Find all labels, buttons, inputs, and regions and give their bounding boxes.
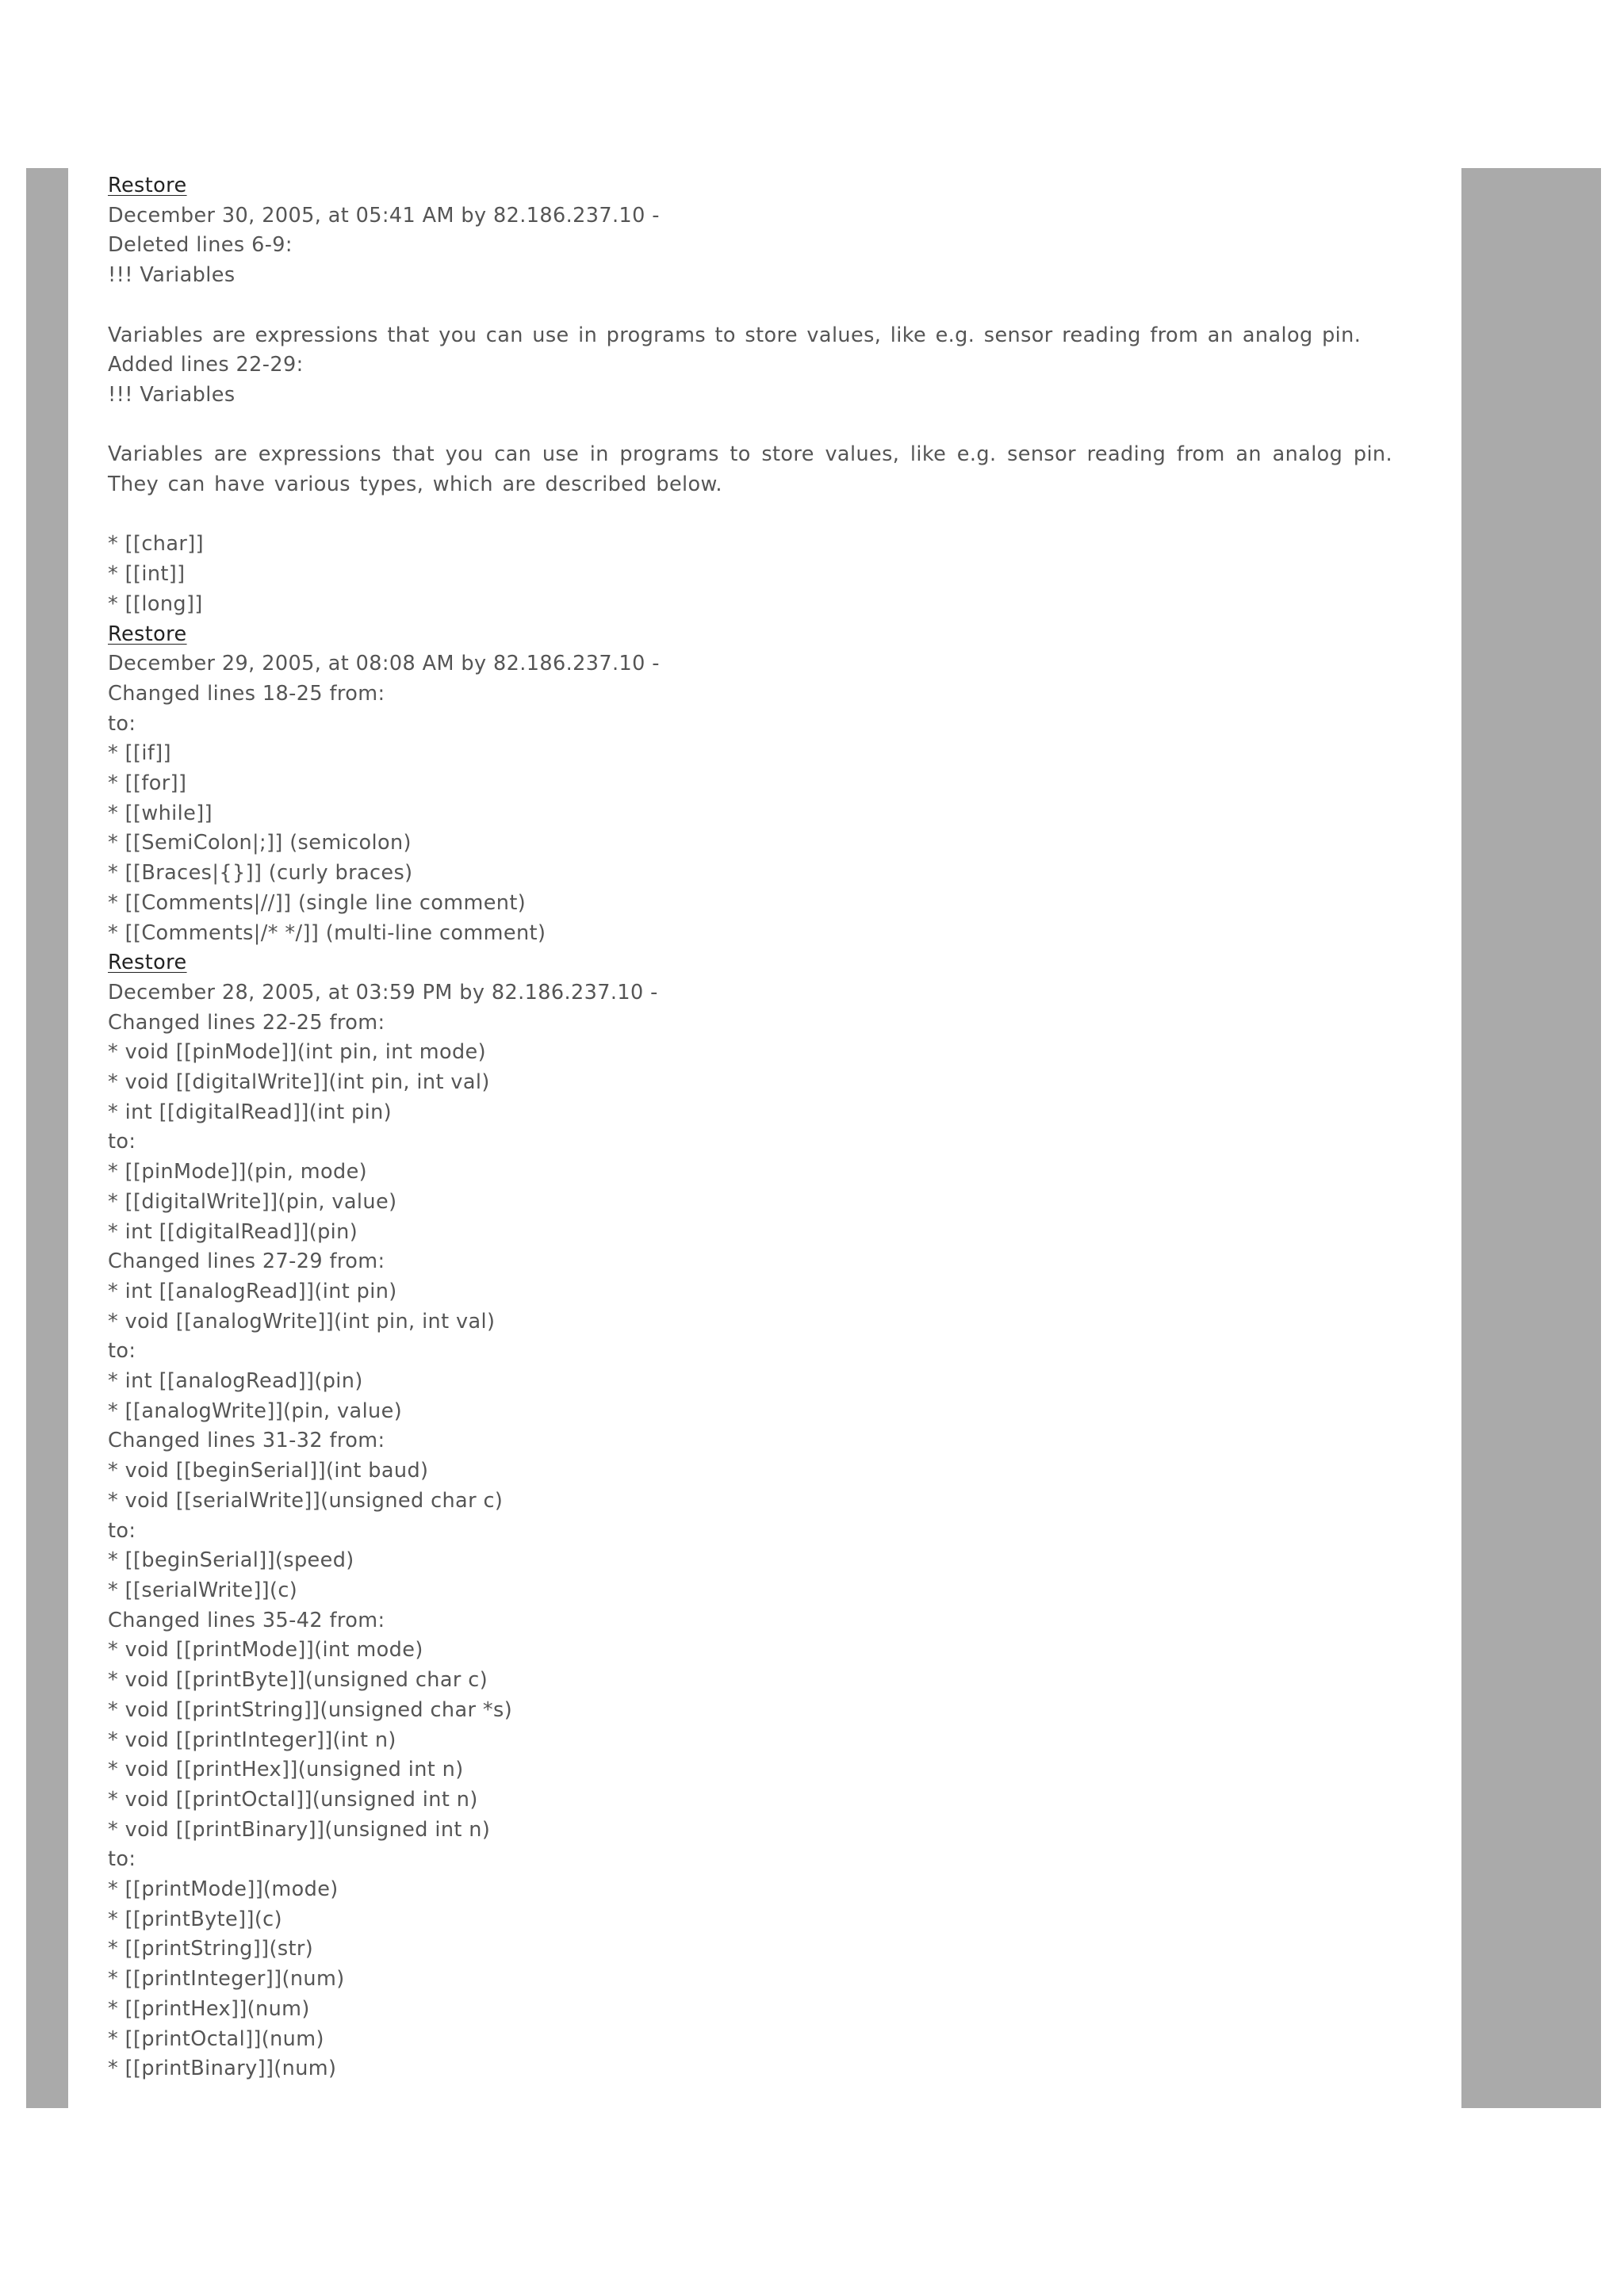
diff-line: * [[while]] (108, 801, 213, 825)
diff-line: !!! Variables (108, 263, 236, 288)
diff-heading: to: (108, 1339, 136, 1364)
diff-line: * void [[beginSerial]](int baud) (108, 1459, 429, 1483)
diff-line: * [[if]] (108, 741, 171, 766)
diff-line: * [[char]] (108, 532, 204, 557)
diff-heading: Changed lines 18-25 from: (108, 681, 385, 706)
diff-line: * [[for]] (108, 771, 187, 796)
diff-line: * [[int]] (108, 562, 186, 587)
diff-line: * void [[printMode]](int mode) (108, 1638, 423, 1663)
restore-link[interactable]: Restore (108, 951, 187, 975)
diff-heading: to: (108, 1847, 136, 1872)
diff-line: * [[printString]](str) (108, 1937, 314, 1961)
diff-blank-line (108, 291, 1392, 321)
diff-line: Variables are expressions that you can use in programs to store values, like e.g. sensor reading from an analog pin. (108, 323, 1362, 347)
diff-line: * [[long]] (108, 591, 203, 616)
diff-line: * [[printMode]](mode) (108, 1877, 339, 1902)
diff-line: * void [[printBinary]](unsigned int n) (108, 1817, 491, 1842)
diff-heading: to: (108, 1130, 136, 1154)
revision-meta: December 28, 2005, at 03:59 PM by 82.186.237.10 - (108, 980, 658, 1004)
diff-line: * int [[digitalRead]](pin) (108, 1219, 358, 1244)
page-history-content (108, 171, 1392, 2084)
diff-line: * [[digitalWrite]](pin, value) (108, 1189, 397, 1214)
diff-heading: Changed lines 27-29 from: (108, 1249, 385, 1274)
diff-line: * int [[digitalRead]](int pin) (108, 1100, 393, 1124)
diff-line: * void [[serialWrite]](unsigned char c) (108, 1488, 504, 1513)
diff-line: * [[printByte]](c) (108, 1907, 282, 1931)
diff-heading: Deleted lines 6-9: (108, 233, 293, 258)
diff-heading: to: (108, 1518, 136, 1543)
diff-blank-line (108, 411, 1392, 441)
diff-line: * void [[printString]](unsigned char *s) (108, 1697, 513, 1722)
diff-line: * int [[analogRead]](pin) (108, 1369, 363, 1394)
revision-meta: December 30, 2005, at 05:41 AM by 82.186.237.10 - (108, 203, 660, 228)
diff-heading: Changed lines 31-32 from: (108, 1429, 385, 1453)
diff-line: * void [[analogWrite]](int pin, int val) (108, 1309, 496, 1334)
diff-blank-line (108, 500, 1392, 530)
diff-line: * [[printOctal]](num) (108, 2026, 324, 2051)
diff-line: * void [[printHex]](unsigned int n) (108, 1758, 464, 1782)
diff-heading: Added lines 22-29: (108, 353, 304, 377)
diff-line: * [[printBinary]](num) (108, 2057, 337, 2081)
diff-line: * int [[analogRead]](int pin) (108, 1279, 397, 1303)
diff-line: * [[Comments|//]] (single line comment) (108, 890, 527, 915)
diff-heading: to: (108, 711, 136, 736)
diff-line: * [[beginSerial]](speed) (108, 1548, 354, 1573)
diff-line: * [[printHex]](num) (108, 1996, 310, 2021)
diff-heading: Changed lines 35-42 from: (108, 1608, 385, 1632)
history-entry (108, 171, 1392, 620)
left-sidebar-bar (26, 168, 68, 2108)
diff-line: * [[analogWrite]](pin, value) (108, 1399, 403, 1423)
diff-line: * [[SemiColon|;]] (semicolon) (108, 831, 412, 855)
diff-heading: Changed lines 22-25 from: (108, 1010, 385, 1035)
diff-line: !!! Variables (108, 382, 236, 407)
history-entry (108, 948, 1392, 2084)
diff-line: * [[Comments|/* */]] (multi-line comment) (108, 920, 546, 945)
revision-meta: December 29, 2005, at 08:08 AM by 82.186.237.10 - (108, 652, 660, 676)
diff-line: * [[Braces|{}]] (curly braces) (108, 861, 413, 886)
diff-line: * [[printInteger]](num) (108, 1967, 345, 1992)
diff-line: * void [[pinMode]](int pin, int mode) (108, 1040, 486, 1065)
diff-line: * void [[digitalWrite]](int pin, int val) (108, 1070, 490, 1095)
right-sidebar-bar (1461, 168, 1601, 2108)
diff-line: Variables are expressions that you can use in programs to store values, like e.g. sensor reading from an analog pin. They can have various types, which are described below. (108, 442, 1392, 496)
diff-line: * [[pinMode]](pin, mode) (108, 1160, 368, 1184)
diff-line: * void [[printInteger]](int n) (108, 1728, 396, 1752)
diff-line: * void [[printByte]](unsigned char c) (108, 1668, 488, 1693)
diff-line: * [[serialWrite]](c) (108, 1578, 298, 1602)
restore-link[interactable]: Restore (108, 622, 187, 646)
diff-line: * void [[printOctal]](unsigned int n) (108, 1787, 478, 1812)
restore-link[interactable]: Restore (108, 174, 187, 197)
history-entry (108, 620, 1392, 949)
